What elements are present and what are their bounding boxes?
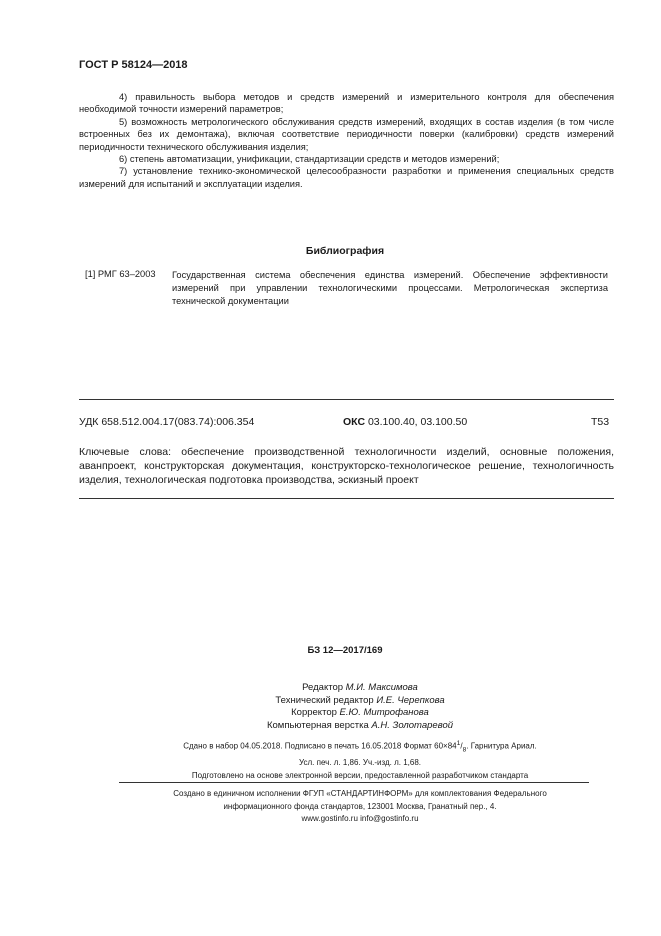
oks-code: [343, 416, 467, 428]
bz-number: БЗ 12—2017/169: [307, 645, 383, 656]
udc-code: УДК 658.512.004.17(083.74):006.354: [79, 416, 255, 428]
bibliography-text: Государственная система обеспечения единства измерений. Обеспечение эффективности измерений при управлении технологическими процессами. Метрологическая экспертиза технической документации: [172, 270, 608, 306]
footer-line2: информационного фонда стандартов, 123001 Москва, Гранатный пер., 4.: [223, 801, 497, 811]
credit-layout: Компьютерная верстка А.Н. Золотаревой: [266, 719, 454, 731]
list-item-6: 6) степень автоматизации, унификации, стандартизации средств и методов измерений;: [119, 154, 500, 165]
document-code: ГОСТ Р 58124—2018: [79, 59, 188, 71]
list-item-7: 7) установление технико-экономической целесообразности разработки и применения специальных средств измерений для испытаний и эксплуатации изделия.: [79, 166, 614, 189]
keywords: Ключевые слова: обеспечение производственной технологичности изделий, основные положения, аванпроект, конструкторская документация, конструкторско-технологическое решение, технологичность изделия, технологическая подготовка производства, эскизный проект: [79, 446, 614, 486]
credit-corrector: Корректор Е.Ю. Митрофанова: [291, 707, 429, 718]
t-code: Т53: [591, 416, 610, 428]
oks-value: 03.100.40, 03.100.50: [367, 416, 468, 428]
credit-editor: Редактор М.И. Максимова: [302, 682, 418, 693]
divider-bottom: [79, 498, 614, 499]
bibliography-title: Библиография: [305, 245, 385, 257]
print-info-line1: Сдано в набор 04.05.2018. Подписано в печать 16.05.2018 Формат $60\times 84^1/_8$. Гарнитура Ариал.: [183, 740, 537, 754]
footer-line1: Создано в единичном исполнении ФГУП «СТАНДАРТИНФОРМ» для комплектования Федерального: [173, 789, 547, 798]
bibliography-ref: [1] РМГ 63–2003: [85, 269, 156, 279]
footer-divider: [119, 782, 589, 783]
footer: [0, 788, 661, 826]
oks-label: ОКС: [343, 416, 366, 428]
divider-top: [79, 399, 614, 400]
print-info-line2: Усл. печ. л. 1,86. Уч.-изд. л. 1,68.: [298, 758, 422, 768]
list-section: [79, 91, 614, 190]
list-item-5: 5) возможность метрологического обслуживания средств измерений, входящих в состав изделия (в том числе встроенных без их демонтажа), включая соответствие периодичности поверки (калибровки) средств измерений периодичности технического обслуживания изделия;: [79, 116, 614, 152]
list-item-4: 4) правильность выбора методов и средств измерений и измерительного контроля для обеспечения необходимой точности измерений параметров;: [79, 92, 614, 115]
footer-links: www.gostinfo.ru info@gostinfo.ru: [301, 814, 419, 823]
credits: [0, 682, 661, 782]
print-info-line3: Подготовлено на основе электронной версии, предоставленной разработчиком стандарта: [191, 771, 529, 781]
credit-tech-editor: Технический редактор И.Е. Черепкова: [275, 694, 445, 706]
